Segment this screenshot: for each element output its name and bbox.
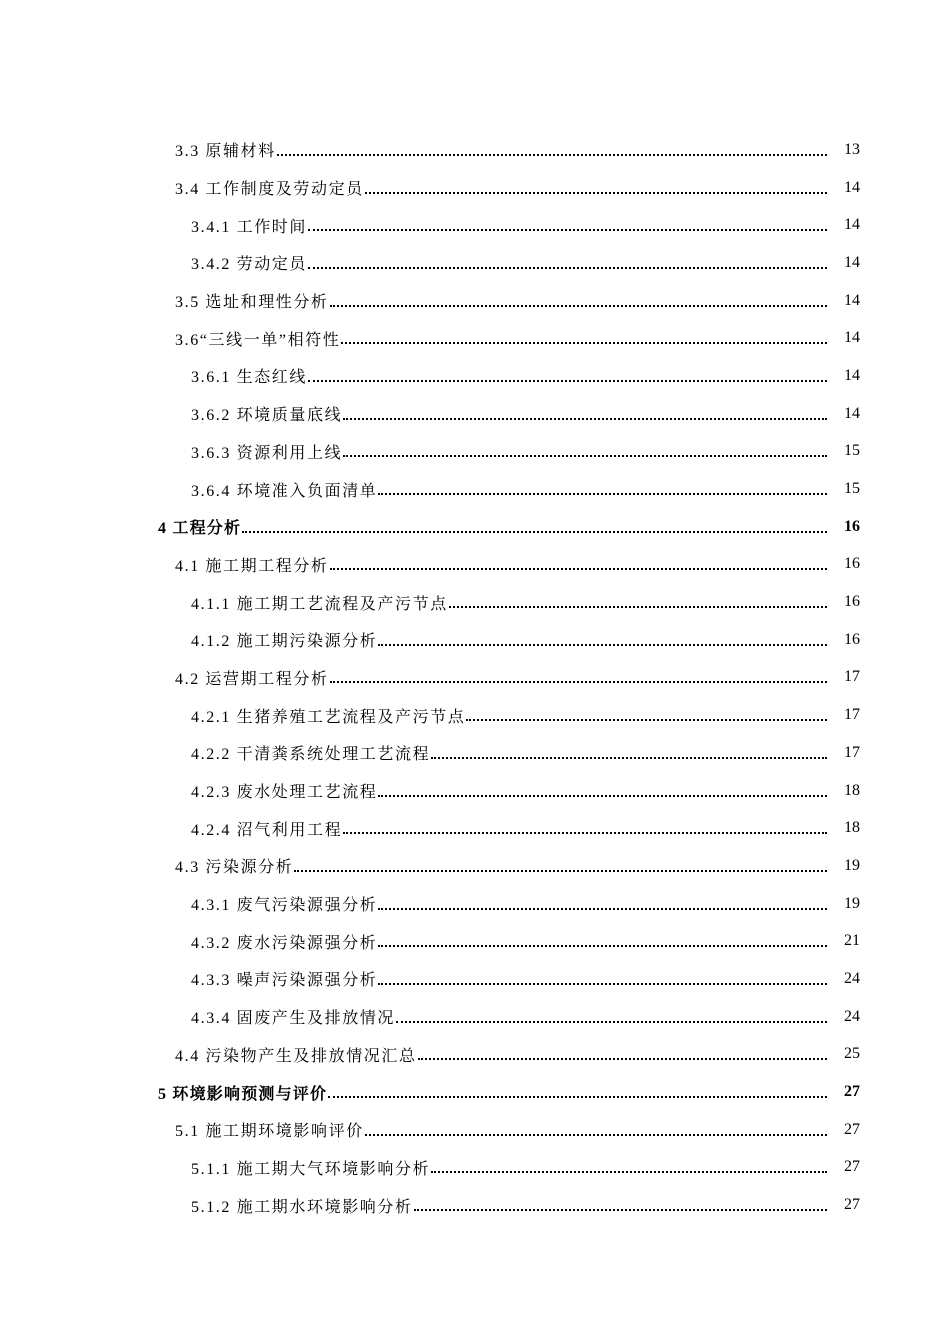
toc-entry[interactable] [0,960,950,998]
toc-entry[interactable] [0,922,950,960]
toc-entry-label: 3.5 选址和理性分析 [175,294,329,312]
dot-leader [343,455,827,457]
toc-entry-label: 5.1.1 施工期大气环境影响分析 [191,1160,431,1178]
toc-entry-label: 4.2.1 生猪养殖工艺流程及产污节点 [191,708,466,726]
toc-entry[interactable] [0,319,950,357]
toc-entry-page-number: 21 [844,932,860,950]
toc-entry-label: 4.2.4 沼气利用工程 [191,821,343,839]
dot-leader [466,719,827,721]
toc-entry[interactable] [0,470,950,508]
toc-entry[interactable] [0,1036,950,1074]
toc-entry-label: 3.4.1 工作时间 [191,218,308,236]
toc-entry[interactable] [0,282,950,320]
toc-entry[interactable] [0,583,950,621]
dot-leader [277,154,827,156]
dot-leader [378,493,827,495]
toc-entry-label: 4.2 运营期工程分析 [175,670,329,688]
toc-entry-page-number: 24 [844,1007,860,1025]
toc-entry-page-number: 16 [844,555,860,573]
toc-entry-label: 5 环境影响预测与评价 [158,1085,328,1103]
dot-leader [330,305,827,307]
dot-leader [330,568,827,570]
toc-entry-page-number: 15 [844,480,860,498]
toc-entry-label: 5.1 施工期环境影响评价 [175,1123,364,1141]
toc-entry[interactable] [0,621,950,659]
toc-entry-page-number: 27 [844,1158,860,1176]
toc-entry-label: 3.6.2 环境质量底线 [191,407,343,425]
toc-entry[interactable] [0,772,950,810]
toc-entry[interactable] [0,885,950,923]
toc-entry-label: 3.3 原辅材料 [175,143,276,161]
toc-entry-label: 3.6“三线一单”相符性 [175,331,341,349]
toc-entry[interactable] [0,433,950,471]
toc-entry-page-number: 18 [844,781,860,799]
toc-entry-label: 4.4 污染物产生及排放情况汇总 [175,1047,417,1065]
toc-entry-label: 3.6.1 生态红线 [191,369,308,387]
toc-entry-label: 3.4.2 劳动定员 [191,256,308,274]
toc-entry-page-number: 16 [844,517,860,535]
dot-leader [378,983,827,985]
toc-entry-label: 4.3.4 固废产生及排放情况 [191,1010,396,1028]
dot-leader [308,229,827,231]
dot-leader [294,870,827,872]
toc-entry[interactable] [0,1186,950,1224]
toc-entry-page-number: 24 [844,969,860,987]
toc-entry-label: 3.4 工作制度及劳动定员 [175,181,364,199]
toc-entry[interactable] [0,998,950,1036]
toc-entry-label: 3.6.4 环境准入负面清单 [191,482,378,500]
dot-leader [242,531,827,533]
dot-leader [330,681,827,683]
toc-entry-label: 4 工程分析 [158,520,242,538]
toc-entry-label: 4.1 施工期工程分析 [175,557,329,575]
dot-leader [431,1171,827,1173]
toc-entry[interactable] [0,508,950,546]
toc-entry-page-number: 17 [844,706,860,724]
toc-entry[interactable] [0,357,950,395]
toc-entry[interactable] [0,1149,950,1187]
toc-entry-label: 3.6.3 资源利用上线 [191,444,343,462]
toc-entry-label: 4.1.2 施工期污染源分析 [191,633,378,651]
dot-leader [365,192,827,194]
toc-entry[interactable] [0,395,950,433]
toc-entry-page-number: 19 [844,856,860,874]
toc-entry[interactable] [0,169,950,207]
dot-leader [378,945,827,947]
table-of-contents [0,131,950,1224]
toc-entry-page-number: 27 [844,1196,860,1214]
dot-leader [341,342,827,344]
dot-leader [431,757,827,759]
toc-entry-page-number: 14 [844,404,860,422]
toc-entry[interactable] [0,1111,950,1149]
toc-entry[interactable] [0,244,950,282]
toc-entry[interactable] [0,809,950,847]
toc-entry-page-number: 15 [844,442,860,460]
dot-leader [343,418,827,420]
toc-entry-page-number: 14 [844,178,860,196]
toc-entry-page-number: 18 [844,819,860,837]
toc-entry-label: 5.1.2 施工期水环境影响分析 [191,1198,413,1216]
dot-leader [414,1209,827,1211]
toc-entry-page-number: 16 [844,593,860,611]
toc-entry-label: 4.2.3 废水处理工艺流程 [191,784,378,802]
dot-leader [378,795,827,797]
toc-entry-page-number: 27 [844,1083,860,1101]
toc-entry-label: 4.3.2 废水污染源强分析 [191,934,378,952]
toc-entry[interactable] [0,131,950,169]
dot-leader [378,644,827,646]
dot-leader [343,832,827,834]
dot-leader [308,380,827,382]
toc-entry[interactable] [0,847,950,885]
toc-entry-label: 4.1.1 施工期工艺流程及产污节点 [191,595,448,613]
toc-entry[interactable] [0,696,950,734]
toc-entry-page-number: 16 [844,630,860,648]
dot-leader [449,606,827,608]
toc-entry-label: 4.3.3 噪声污染源强分析 [191,972,378,990]
dot-leader [378,908,827,910]
toc-entry-label: 4.3 污染源分析 [175,859,294,877]
toc-entry-page-number: 17 [844,668,860,686]
toc-entry-page-number: 14 [844,366,860,384]
toc-entry-page-number: 25 [844,1045,860,1063]
toc-entry-page-number: 14 [844,216,860,234]
toc-entry[interactable] [0,1073,950,1111]
toc-entry-label: 4.3.1 废气污染源强分析 [191,897,378,915]
toc-entry[interactable] [0,206,950,244]
dot-leader [396,1021,827,1023]
dot-leader [418,1058,827,1060]
toc-entry[interactable] [0,659,950,697]
toc-entry[interactable] [0,546,950,584]
toc-entry-label: 4.2.2 干清粪系统处理工艺流程 [191,746,431,764]
toc-entry-page-number: 19 [844,894,860,912]
toc-entry[interactable] [0,734,950,772]
toc-entry-page-number: 13 [844,140,860,158]
toc-entry-page-number: 27 [844,1120,860,1138]
dot-leader [308,267,827,269]
toc-entry-page-number: 17 [844,743,860,761]
toc-entry-page-number: 14 [844,291,860,309]
toc-entry-page-number: 14 [844,329,860,347]
dot-leader [328,1096,827,1098]
dot-leader [365,1134,827,1136]
toc-entry-page-number: 14 [844,253,860,271]
